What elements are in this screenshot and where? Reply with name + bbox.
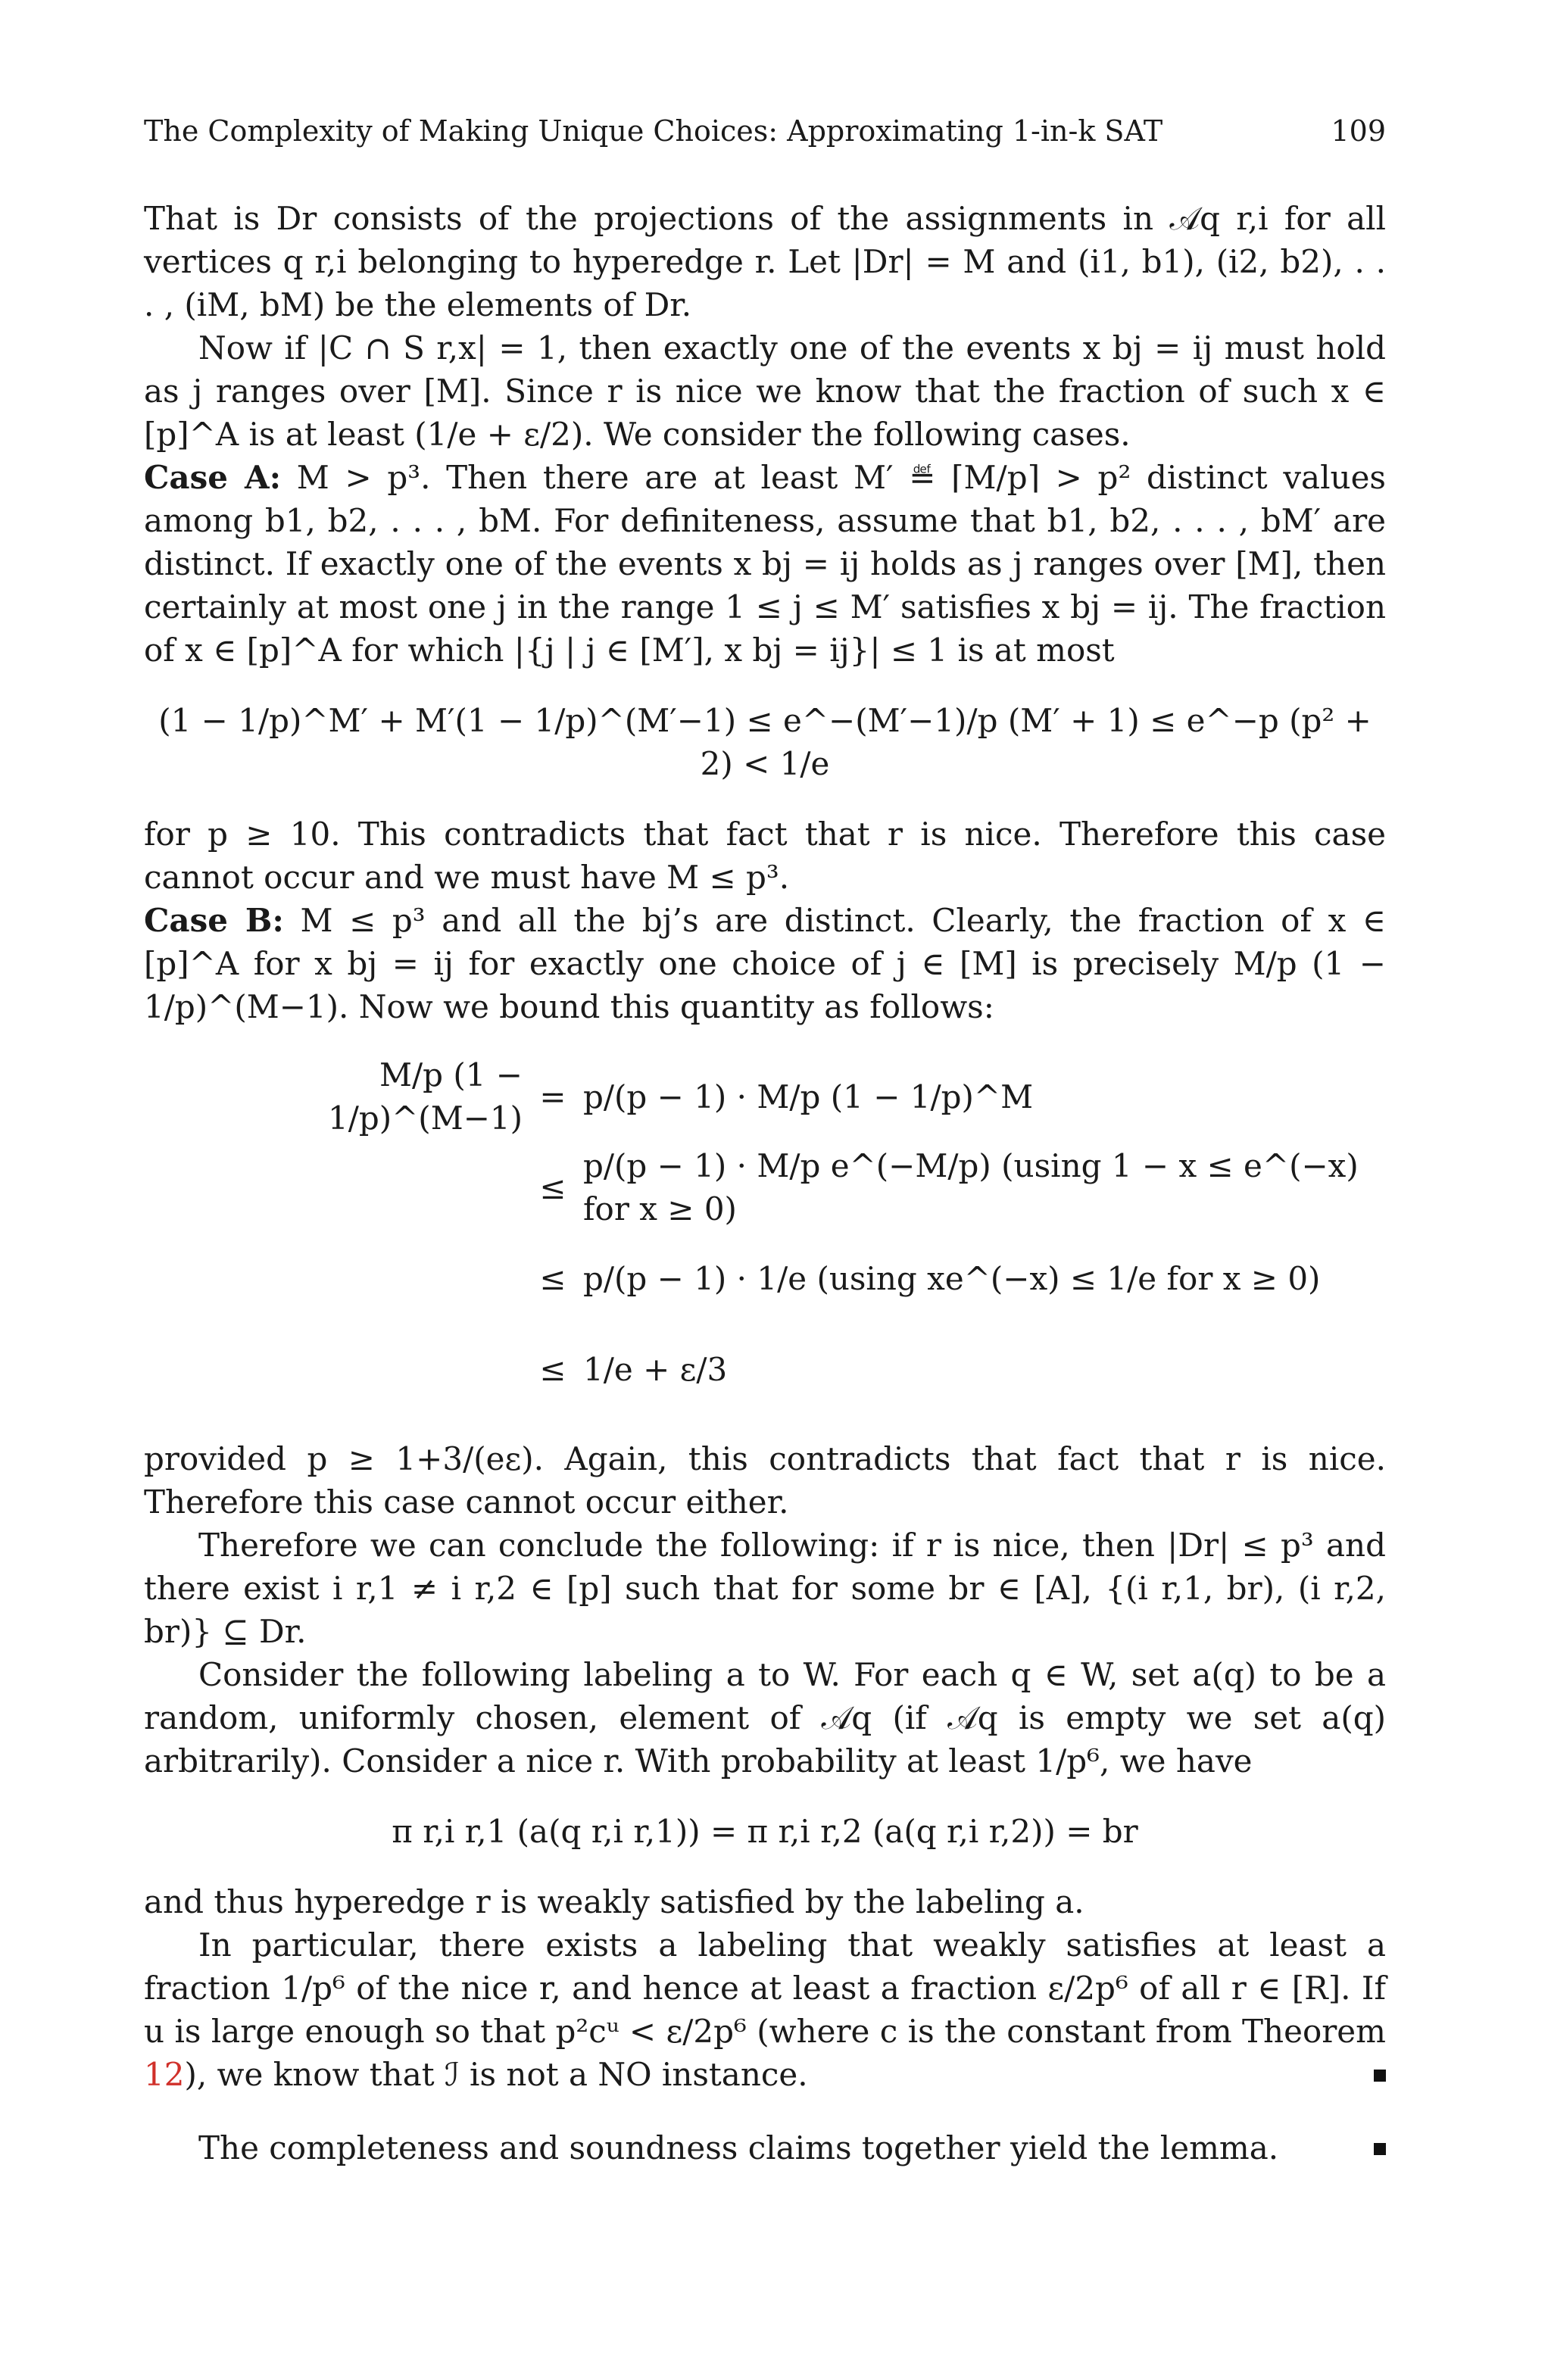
equation-line: [235, 1051, 1386, 1142]
case-b-text: M ≤ p³ and all the bj’s are distinct. Clearly, the fraction of x ∈ [p]^A for x bj = ij for exactly one choice of j ∈ [M] is precisely M/p (1 − 1/p)^(M−1). Now we bound this quantity as follows:: [144, 902, 1386, 1025]
equation-relation: =: [539, 1078, 566, 1115]
paper-page: [144, 114, 1386, 2169]
equation-rhs: p/(p − 1) · 1/e (using xe^(−x) ≤ 1/e for x ≥ 0): [583, 1259, 1321, 1297]
paragraph-case-b-conclusion: provided p ≥ 1+3/(eε). Again, this contradicts that fact that r is nice. Therefore this case cannot occur either.: [144, 1440, 1386, 1521]
equation-case-a: (1 − 1/p)^M′ + M′(1 − 1/p)^(M′−1) ≤ e^−(M′−1)/p (M′ + 1) ≤ e^−p (p² + 2) < 1/e: [158, 702, 1372, 782]
equation-rhs: p/(p − 1) · M/p e^(−M/p) (using 1 − x ≤ e^(−x) for x ≥ 0): [583, 1147, 1359, 1227]
aligned-equations: [235, 1051, 1386, 1415]
in-particular-text: In particular, there exists a labeling that weakly satisfies at least a fraction 1/p⁶ of the nice r, and hence at least a fraction ε/2p⁶ of all r ∈ [R]. If u is large enough so that p²cᵘ < ε/2p⁶ (where c is the constant from Theorem: [144, 1926, 1386, 2050]
qed-square-icon: [1374, 2143, 1386, 2155]
equation-lhs: M/p (1 − 1/p)^(M−1): [327, 1056, 523, 1137]
in-particular-text-end: ), we know that ℐ is not a NO instance.: [184, 2056, 808, 2093]
spacer: [144, 2096, 1386, 2126]
case-b-label: Case B:: [144, 902, 284, 939]
equation-relation: ≤: [539, 1350, 566, 1388]
paragraph-dr-definition: That is Dr consists of the projections of the assignments in 𝒜q r,i for all vertices q r,i belonging to hyperedge r. Let |Dr| = M and (i1, b1), (i2, b2), . . . , (iM, bM) be the elements of Dr.: [144, 200, 1386, 323]
running-title: The Complexity of Making Unique Choices: Approximating 1-in-k SAT: [144, 114, 1163, 148]
lemma-conclusion-text: The completeness and soundness claims together yield the lemma.: [198, 2129, 1279, 2166]
running-header: [144, 114, 1386, 148]
case-a-paragraph: [144, 456, 1386, 672]
equation-projection: π r,i r,1 (a(q r,i r,1)) = π r,i r,2 (a(q r,i r,2)) = br: [392, 1813, 1138, 1850]
equation-relation: ≤: [539, 1168, 566, 1206]
paragraph-in-particular: [144, 1923, 1386, 2096]
case-b-paragraph: [144, 899, 1386, 1028]
paragraph-labeling: Consider the following labeling a to W. For each q ∈ W, set a(q) to be a random, uniformly chosen, element of 𝒜q (if 𝒜q is empty we set a(q) arbitrarily). Consider a nice r. With probability at least 1/p⁶, we have: [144, 1656, 1386, 1780]
paragraph-case-a-conclusion: for p ≥ 10. This contradicts that fact that r is nice. Therefore this case cannot occur and we must have M ≤ p³.: [144, 816, 1386, 896]
equation-line: [235, 1142, 1386, 1233]
paragraph-conclude: Therefore we can conclude the following: if r is nice, then |Dr| ≤ p³ and there exist i r,1 ≠ i r,2 ∈ [p] such that for some br ∈ [A], {(i r,1, br), (i r,2, br)} ⊆ Dr.: [144, 1527, 1386, 1650]
main-text: [144, 197, 1386, 2169]
page-number: 109: [1331, 114, 1386, 148]
equation-relation: ≤: [539, 1259, 566, 1297]
paragraph-exactly-one: Now if |C ∩ S r,x| = 1, then exactly one of the events x bj = ij must hold as j ranges over [M]. Since r is nice we know that the fraction of such x ∈ [p]^A is at least (1/e + ε/2). We consider the following cases.: [144, 329, 1386, 453]
theorem-reference-link[interactable]: 12: [144, 2056, 185, 2093]
equation-rhs: 1/e + ε/3: [583, 1350, 728, 1388]
paragraph-lemma-conclusion: [144, 2126, 1386, 2169]
qed-square-icon: [1374, 2070, 1386, 2082]
equation-rhs: p/(p − 1) · M/p (1 − 1/p)^M: [583, 1078, 1034, 1115]
case-a-label: Case A:: [144, 459, 282, 496]
case-a-text: M > p³. Then there are at least M′ ≝ ⌈M/p⌉ > p² distinct values among b1, b2, . . . , bM. For definiteness, assume that b1, b2, . . . , bM′ are distinct. If exactly one of the events x bj = ij holds as j ranges over [M], then certainly at most one j in the range 1 ≤ j ≤ M′ satisfies x bj = ij. The fraction of x ∈ [p]^A for which |{j | j ∈ [M′], x bj = ij}| ≤ 1 is at most: [144, 459, 1386, 669]
equation-line: [235, 1233, 1386, 1324]
equation-line: [235, 1324, 1386, 1415]
paragraph-weakly-satisfied: and thus hyperedge r is weakly satisfied by the labeling a.: [144, 1883, 1084, 1920]
